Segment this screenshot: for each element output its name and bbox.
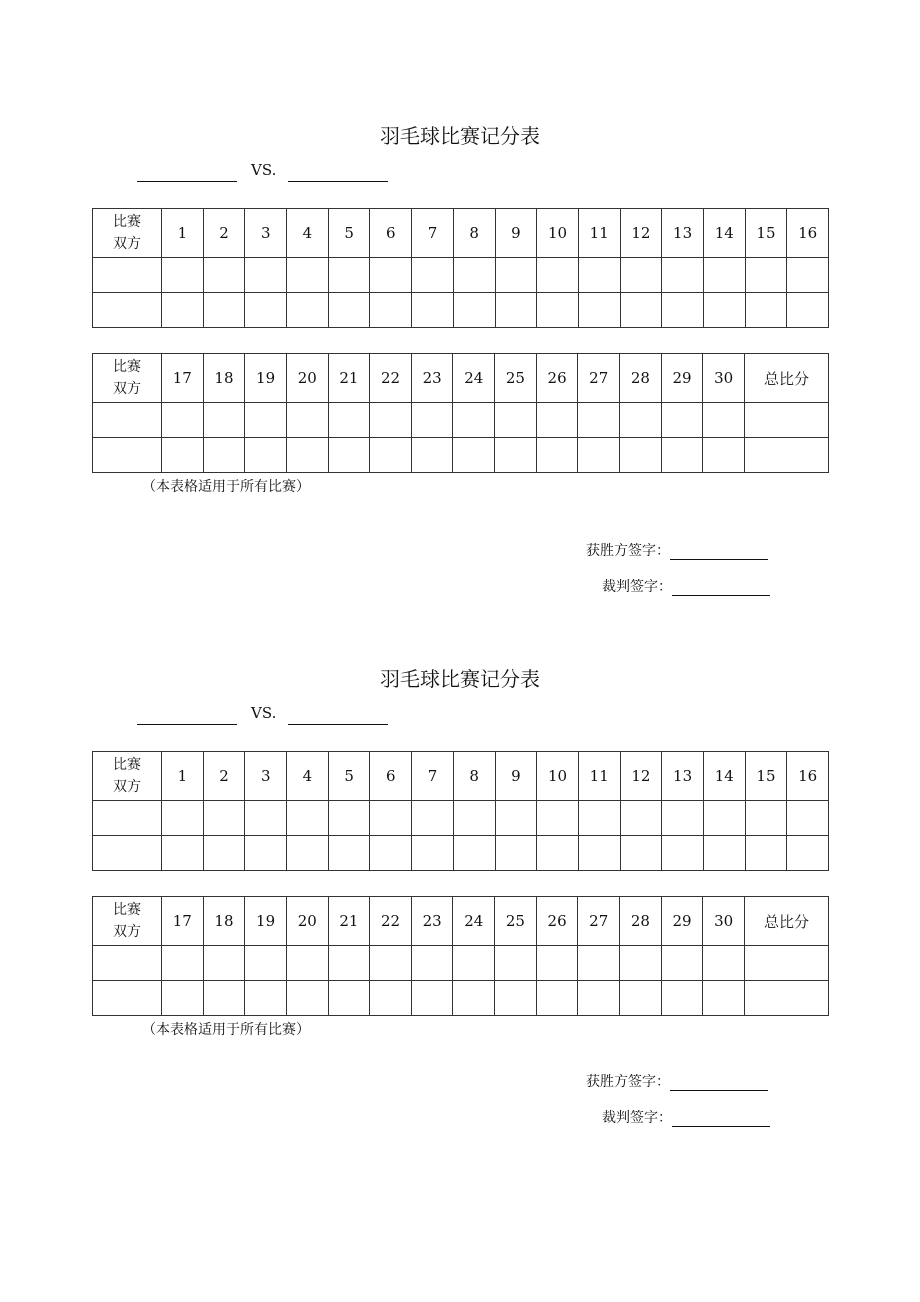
referee-signature-line <box>602 1107 770 1129</box>
game-col-header: 28 <box>620 354 662 403</box>
score-table-games-1-16 <box>92 751 829 871</box>
score-cell[interactable] <box>412 801 454 836</box>
score-cell[interactable] <box>162 801 204 836</box>
sheet-title: 羽毛球比赛记分表 <box>380 667 540 691</box>
score-cell[interactable] <box>745 293 787 328</box>
game-col-header: 4 <box>287 209 329 258</box>
player-b-score-row <box>93 293 829 328</box>
score-cell[interactable] <box>578 438 620 473</box>
score-cell[interactable] <box>453 801 495 836</box>
game-col-header: 25 <box>495 354 537 403</box>
table-header-row <box>93 209 829 258</box>
table-note: （本表格适用于所有比赛） <box>142 1022 310 1038</box>
score-cell[interactable] <box>328 836 370 871</box>
score-cell[interactable] <box>245 836 287 871</box>
score-cell[interactable] <box>620 403 662 438</box>
referee-signature-label: 裁判签字： <box>602 1110 672 1126</box>
party-header: 比赛 双方 <box>93 897 162 946</box>
game-col-header: 11 <box>578 752 620 801</box>
score-cell[interactable] <box>411 946 453 981</box>
score-cell[interactable] <box>328 403 370 438</box>
score-cell[interactable] <box>536 403 578 438</box>
score-cell[interactable] <box>245 946 287 981</box>
score-cell[interactable] <box>578 946 620 981</box>
player-b-score-row <box>93 438 829 473</box>
score-cell[interactable] <box>411 403 453 438</box>
score-cell[interactable] <box>620 946 662 981</box>
player-b-score-row <box>93 836 829 871</box>
score-cell[interactable] <box>662 258 704 293</box>
game-col-header: 4 <box>287 752 329 801</box>
game-col-header: 25 <box>495 897 537 946</box>
game-col-header: 10 <box>537 209 579 258</box>
score-cell[interactable] <box>495 293 537 328</box>
vs-label: VS. <box>251 161 277 179</box>
total-score-cell[interactable] <box>745 981 829 1016</box>
score-cell[interactable] <box>661 403 703 438</box>
matchup-line <box>137 158 388 182</box>
score-cell[interactable] <box>328 946 370 981</box>
score-cell[interactable] <box>203 801 245 836</box>
game-col-header: 18 <box>203 354 245 403</box>
game-col-header: 17 <box>162 354 204 403</box>
score-cell[interactable] <box>495 946 537 981</box>
score-cell[interactable] <box>703 293 745 328</box>
game-col-header: 5 <box>328 209 370 258</box>
game-col-header: 18 <box>203 897 245 946</box>
score-cell[interactable] <box>93 836 162 871</box>
game-col-header: 19 <box>245 897 287 946</box>
party-header: 比赛 双方 <box>93 354 162 403</box>
player-a-field[interactable] <box>137 706 237 725</box>
score-cell[interactable] <box>412 293 454 328</box>
score-cell[interactable] <box>703 801 745 836</box>
score-cell[interactable] <box>162 836 204 871</box>
score-cell[interactable] <box>412 836 454 871</box>
score-cell[interactable] <box>578 981 620 1016</box>
game-col-header: 2 <box>203 209 245 258</box>
game-col-header: 19 <box>245 354 287 403</box>
game-col-header: 6 <box>370 209 412 258</box>
score-cell[interactable] <box>703 403 745 438</box>
score-cell[interactable] <box>203 258 245 293</box>
score-cell[interactable] <box>453 981 495 1016</box>
player-a-field[interactable] <box>137 163 237 182</box>
game-col-header: 6 <box>370 752 412 801</box>
table-header-row <box>93 354 829 403</box>
game-col-header: 8 <box>453 209 495 258</box>
score-cell[interactable] <box>370 801 412 836</box>
score-cell[interactable] <box>703 438 745 473</box>
game-col-header: 9 <box>495 209 537 258</box>
score-cell[interactable] <box>787 293 829 328</box>
score-cell[interactable] <box>162 258 204 293</box>
score-cell[interactable] <box>370 438 412 473</box>
game-col-header: 1 <box>162 209 204 258</box>
game-col-header: 17 <box>162 897 204 946</box>
score-cell[interactable] <box>495 258 537 293</box>
game-col-header: 26 <box>536 897 578 946</box>
score-cell[interactable] <box>453 946 495 981</box>
score-cell[interactable] <box>495 438 537 473</box>
score-cell[interactable] <box>662 836 704 871</box>
score-cell[interactable] <box>162 403 204 438</box>
score-cell[interactable] <box>537 801 579 836</box>
score-cell[interactable] <box>578 293 620 328</box>
score-cell[interactable] <box>453 438 495 473</box>
winner-signature-label: 获胜方签字： <box>586 1074 670 1090</box>
game-col-header: 16 <box>787 752 829 801</box>
game-col-header: 15 <box>745 752 787 801</box>
score-cell[interactable] <box>495 836 537 871</box>
score-cell[interactable] <box>537 836 579 871</box>
referee-signature-label: 裁判签字： <box>602 579 672 595</box>
score-table-games-1-16 <box>92 208 829 328</box>
score-cell[interactable] <box>370 981 412 1016</box>
party-header: 比赛 双方 <box>93 209 162 258</box>
score-cell[interactable] <box>703 981 745 1016</box>
table-header-row <box>93 897 829 946</box>
score-cell[interactable] <box>578 801 620 836</box>
score-cell[interactable] <box>203 438 245 473</box>
score-cell[interactable] <box>620 836 662 871</box>
total-score-cell[interactable] <box>745 438 829 473</box>
score-sheet-2 <box>0 543 920 1126</box>
score-cell[interactable] <box>162 293 204 328</box>
game-col-header: 5 <box>328 752 370 801</box>
score-cell[interactable] <box>245 403 287 438</box>
score-cell[interactable] <box>495 981 537 1016</box>
score-cell[interactable] <box>93 403 162 438</box>
game-col-header: 14 <box>703 209 745 258</box>
game-col-header: 23 <box>411 897 453 946</box>
score-cell[interactable] <box>787 801 829 836</box>
score-cell[interactable] <box>453 403 495 438</box>
game-col-header: 27 <box>578 897 620 946</box>
score-cell[interactable] <box>661 438 703 473</box>
score-cell[interactable] <box>703 258 745 293</box>
game-col-header: 22 <box>370 897 412 946</box>
winner-signature-label: 获胜方签字： <box>586 543 670 559</box>
game-col-header: 15 <box>745 209 787 258</box>
score-cell[interactable] <box>787 258 829 293</box>
score-cell[interactable] <box>328 258 370 293</box>
game-col-header: 24 <box>453 354 495 403</box>
game-col-header: 30 <box>703 354 745 403</box>
score-cell[interactable] <box>287 836 329 871</box>
score-cell[interactable] <box>287 293 329 328</box>
total-score-header: 总比分 <box>745 354 829 403</box>
score-cell[interactable] <box>662 293 704 328</box>
score-cell[interactable] <box>245 981 287 1016</box>
score-cell[interactable] <box>537 258 579 293</box>
game-col-header: 24 <box>453 897 495 946</box>
score-cell[interactable] <box>370 403 412 438</box>
score-cell[interactable] <box>287 801 329 836</box>
score-cell[interactable] <box>703 946 745 981</box>
score-cell[interactable] <box>245 258 287 293</box>
score-table-games-17-30 <box>92 353 829 473</box>
game-col-header: 16 <box>787 209 829 258</box>
score-cell[interactable] <box>93 438 162 473</box>
score-cell[interactable] <box>328 438 370 473</box>
score-cell[interactable] <box>537 293 579 328</box>
score-cell[interactable] <box>370 946 412 981</box>
game-col-header: 21 <box>328 897 370 946</box>
score-cell[interactable] <box>245 801 287 836</box>
score-cell[interactable] <box>203 293 245 328</box>
score-cell[interactable] <box>495 403 537 438</box>
table-note: （本表格适用于所有比赛） <box>142 479 310 495</box>
score-cell[interactable] <box>286 981 328 1016</box>
score-cell[interactable] <box>162 981 204 1016</box>
game-col-header: 27 <box>578 354 620 403</box>
total-score-header: 总比分 <box>745 897 829 946</box>
game-col-header: 13 <box>662 752 704 801</box>
player-b-field[interactable] <box>288 163 388 182</box>
score-cell[interactable] <box>203 403 245 438</box>
player-a-score-row <box>93 801 829 836</box>
score-cell[interactable] <box>745 801 787 836</box>
score-cell[interactable] <box>370 293 412 328</box>
score-cell[interactable] <box>661 981 703 1016</box>
player-b-field[interactable] <box>288 706 388 725</box>
game-col-header: 2 <box>203 752 245 801</box>
score-sheet-1 <box>0 0 920 595</box>
game-col-header: 20 <box>286 897 328 946</box>
total-score-cell[interactable] <box>745 403 829 438</box>
score-cell[interactable] <box>703 836 745 871</box>
game-col-header: 20 <box>286 354 328 403</box>
game-col-header: 21 <box>328 354 370 403</box>
game-col-header: 7 <box>412 209 454 258</box>
score-cell[interactable] <box>578 836 620 871</box>
score-cell[interactable] <box>245 438 287 473</box>
score-cell[interactable] <box>203 836 245 871</box>
score-cell[interactable] <box>536 438 578 473</box>
sheet-title: 羽毛球比赛记分表 <box>380 124 540 148</box>
referee-signature-field[interactable] <box>672 1110 770 1127</box>
score-cell[interactable] <box>328 293 370 328</box>
score-cell[interactable] <box>93 258 162 293</box>
score-cell[interactable] <box>370 258 412 293</box>
game-col-header: 1 <box>162 752 204 801</box>
table-header-row <box>93 752 829 801</box>
score-cell[interactable] <box>286 438 328 473</box>
game-col-header: 22 <box>370 354 412 403</box>
winner-signature-line <box>586 1071 768 1093</box>
score-cell[interactable] <box>453 836 495 871</box>
score-cell[interactable] <box>536 981 578 1016</box>
game-col-header: 3 <box>245 752 287 801</box>
score-cell[interactable] <box>162 438 204 473</box>
score-cell[interactable] <box>411 438 453 473</box>
score-table-games-17-30 <box>92 896 829 1016</box>
score-cell[interactable] <box>93 981 162 1016</box>
score-cell[interactable] <box>620 293 662 328</box>
game-col-header: 9 <box>495 752 537 801</box>
score-cell[interactable] <box>495 801 537 836</box>
score-cell[interactable] <box>286 403 328 438</box>
game-col-header: 30 <box>703 897 745 946</box>
game-col-header: 3 <box>245 209 287 258</box>
game-col-header: 26 <box>536 354 578 403</box>
score-cell[interactable] <box>412 258 454 293</box>
score-cell[interactable] <box>287 258 329 293</box>
score-cell[interactable] <box>536 946 578 981</box>
player-a-score-row <box>93 946 829 981</box>
score-cell[interactable] <box>286 946 328 981</box>
total-score-cell[interactable] <box>745 946 829 981</box>
game-col-header: 8 <box>453 752 495 801</box>
score-cell[interactable] <box>370 836 412 871</box>
player-a-score-row <box>93 258 829 293</box>
score-cell[interactable] <box>93 946 162 981</box>
score-cell[interactable] <box>328 981 370 1016</box>
score-cell[interactable] <box>787 836 829 871</box>
game-col-header: 29 <box>661 354 703 403</box>
game-col-header: 29 <box>661 897 703 946</box>
player-a-score-row <box>93 403 829 438</box>
score-cell[interactable] <box>578 258 620 293</box>
game-col-header: 28 <box>620 897 662 946</box>
score-cell[interactable] <box>661 946 703 981</box>
game-col-header: 12 <box>620 752 662 801</box>
score-cell[interactable] <box>453 293 495 328</box>
score-cell[interactable] <box>93 801 162 836</box>
game-col-header: 7 <box>412 752 454 801</box>
player-b-score-row <box>93 981 829 1016</box>
game-col-header: 13 <box>662 209 704 258</box>
score-cell[interactable] <box>745 258 787 293</box>
score-cell[interactable] <box>620 258 662 293</box>
winner-signature-field[interactable] <box>670 1074 768 1091</box>
party-header: 比赛 双方 <box>93 752 162 801</box>
score-cell[interactable] <box>328 801 370 836</box>
score-cell[interactable] <box>620 801 662 836</box>
vs-label: VS. <box>251 704 277 722</box>
game-col-header: 10 <box>537 752 579 801</box>
score-cell[interactable] <box>745 836 787 871</box>
matchup-line <box>137 701 388 725</box>
score-cell[interactable] <box>93 293 162 328</box>
score-cell[interactable] <box>662 801 704 836</box>
score-cell[interactable] <box>620 981 662 1016</box>
game-col-header: 23 <box>411 354 453 403</box>
score-cell[interactable] <box>203 981 245 1016</box>
game-col-header: 11 <box>578 209 620 258</box>
score-cell[interactable] <box>620 438 662 473</box>
score-cell[interactable] <box>162 946 204 981</box>
score-cell[interactable] <box>578 403 620 438</box>
game-col-header: 14 <box>703 752 745 801</box>
score-cell[interactable] <box>411 981 453 1016</box>
score-cell[interactable] <box>453 258 495 293</box>
game-col-header: 12 <box>620 209 662 258</box>
score-cell[interactable] <box>245 293 287 328</box>
score-cell[interactable] <box>203 946 245 981</box>
